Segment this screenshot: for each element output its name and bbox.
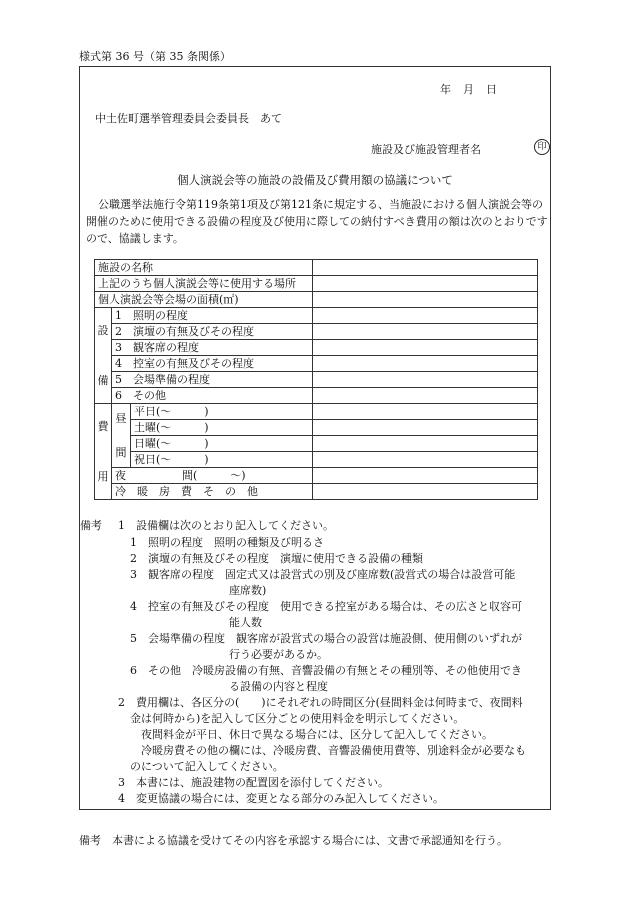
table-row [95, 340, 538, 356]
equipment-item: 5 会場準備の程度 [112, 372, 313, 388]
table-row [95, 260, 538, 276]
note-item: 4 変更協議の場合には、変更となる部分のみ記入してください。 [118, 792, 444, 805]
equipment-item: 4 控室の有無及びその程度 [112, 356, 313, 372]
table-row [95, 372, 538, 388]
day-rate-label: 平日(～ ) [131, 404, 313, 420]
night-rate-label: 夜 間( ～) [112, 468, 313, 484]
note-item: 夜間料金が平日、休日で異なる場合には、区分して記入してください。 [141, 728, 493, 741]
equipment-cat-char: 設 [97, 323, 109, 337]
note-item: 1 照明の程度 照明の種類及び明るさ [130, 536, 324, 549]
table-row [95, 404, 538, 420]
table-row [95, 420, 538, 436]
cost-field[interactable] [313, 420, 538, 436]
row-label-facility: 施設の名称 [95, 260, 313, 276]
daytime-category [112, 404, 131, 468]
equipment-item: 2 演壇の有無及びその程度 [112, 324, 313, 340]
note-item: 4 控室の有無及びその程度 使用できる控室がある場合は、その広さと収容可 [130, 600, 522, 613]
row-label-place: 上記のうち個人演説会等に使用する場所 [95, 276, 313, 292]
table-row [95, 324, 538, 340]
table-row [95, 356, 538, 372]
intro-paragraph: 公職選挙法施行令第119条第1項及び第121条に規定する、当施設における個人演説会等の開催のために使用できる設備の程度及び使用に際しての納付すべき費用の額は次のとおりですので、協議します。 [86, 198, 548, 245]
note-item: 1 設備欄は次のとおり記入してください。 [118, 519, 334, 532]
day-rate-label: 祝日(～ ) [131, 452, 313, 468]
facility-table [94, 259, 538, 500]
table-row [95, 484, 538, 500]
note-item: 3 観客席の程度 固定式又は設営式の別及び座席数(設営式の場合は設営可能 [130, 568, 516, 581]
area-field[interactable] [313, 292, 538, 308]
day-rate-label: 土曜(～ ) [131, 420, 313, 436]
sender-name-label: 施設及び施設管理者名 [371, 143, 481, 156]
date-line: 年 月 日 [440, 83, 498, 96]
note-item: る設備の内容と程度 [229, 680, 328, 693]
row-label-area: 個人演説会等会場の面積(㎡) [95, 292, 313, 308]
table-row [95, 308, 538, 324]
cost-field[interactable] [313, 452, 538, 468]
cost-cat-char: 費 [97, 419, 109, 433]
note-item: 金は何時から)を記入して区分ごとの使用料金を明示してください。 [130, 712, 465, 725]
equipment-field[interactable] [313, 372, 538, 388]
cost-field[interactable] [313, 436, 538, 452]
note-item: 5 会場準備の程度 観客席が設営式の場合の設営は施設側、使用側のいずれが [130, 632, 522, 645]
equipment-field[interactable] [313, 388, 538, 404]
table-row [95, 276, 538, 292]
cost-field[interactable] [313, 404, 538, 420]
note-item: 座席数) [229, 584, 267, 597]
table-row [95, 468, 538, 484]
equipment-field[interactable] [313, 324, 538, 340]
table-row [95, 292, 538, 308]
note-item: のについて記入してください。 [130, 760, 284, 773]
place-field[interactable] [313, 276, 538, 292]
note-item: 3 本書には、施設建物の配置図を添付してください。 [118, 776, 389, 789]
table-row [95, 388, 538, 404]
note-item: 能人数 [229, 616, 262, 629]
cost-field[interactable] [313, 484, 538, 500]
heating-label: 冷 暖 房 費 そ の 他 [112, 484, 313, 500]
equipment-field[interactable] [313, 340, 538, 356]
note-item: 2 費用欄は、各区分の( )にそれぞれの時間区分(昼間料金は何時まで、夜間料 [118, 696, 523, 709]
form-number-label: 様式第 36 号（第 35 条関係） [79, 50, 231, 63]
day-rate-label: 日曜(～ ) [131, 436, 313, 452]
table-row [95, 436, 538, 452]
daytime-cat-char: 昼 [115, 411, 127, 425]
equipment-field[interactable] [313, 356, 538, 372]
daytime-cat-char: 間 [115, 445, 127, 459]
note-item: 6 その他 冷暖房設備の有無、音響設備の有無とその種別等、その他使用でき [130, 664, 522, 677]
equipment-item: 1 照明の程度 [112, 308, 313, 324]
facility-name-field[interactable] [313, 260, 538, 276]
equipment-category [95, 308, 112, 404]
equipment-item: 3 観客席の程度 [112, 340, 313, 356]
equipment-item: 6 その他 [112, 388, 313, 404]
note-item: 冷暖房費その他の欄には、冷暖房費、音響設備使用費等、別途料金が必要なも [141, 744, 526, 757]
footer-note: 備考 本書による協議を受けてその内容を承認する場合には、文書で承認通知を行う。 [79, 834, 508, 847]
cost-field[interactable] [313, 468, 538, 484]
note-item: 2 演壇の有無及びその程度 演壇に使用できる設備の種類 [130, 552, 423, 565]
document-title: 個人演説会等の施設の設備及び費用額の協議について [177, 173, 453, 187]
cost-category [95, 404, 112, 500]
cost-cat-char: 用 [97, 469, 109, 483]
equipment-field[interactable] [313, 308, 538, 324]
addressee: 中土佐町選挙管理委員会委員長 あて [95, 112, 282, 125]
equipment-cat-char: 備 [97, 373, 109, 387]
notes-heading: 備考 [80, 519, 102, 532]
table-row [95, 452, 538, 468]
seal-mark: 印 [534, 139, 550, 155]
note-item: 行う必要があるか。 [229, 648, 328, 661]
